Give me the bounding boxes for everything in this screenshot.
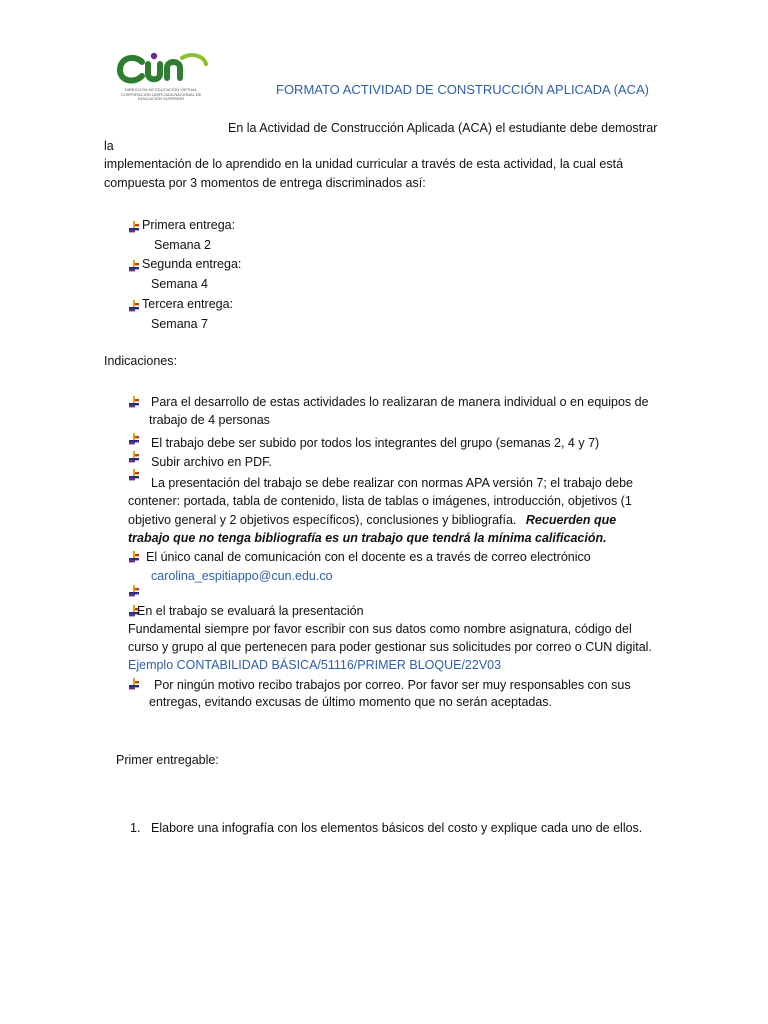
- indication-4-line-4: trabajo que no tenga bibliografía es un trabajo que tendrá la mínima calificación.: [128, 531, 607, 545]
- first-deliverable-heading: Primer entregable:: [116, 753, 219, 767]
- delivery-2-week: Semana 4: [151, 277, 208, 291]
- cun-logo-mark: [112, 50, 210, 88]
- bullet-icon: [128, 469, 140, 481]
- indication-6-example: Ejemplo CONTABILIDAD BÁSICA/51116/PRIMER BLOQUE/22V03: [128, 658, 502, 672]
- indication-6-line-3: curso y grupo al que pertenecen para poder gestionar sus solicitudes por correo o CUN digital.: [128, 640, 652, 654]
- bullet-icon: [128, 396, 140, 408]
- delivery-1-label: Primera entrega:: [142, 218, 236, 232]
- intro-line-3: implementación de lo aprendido en la unidad curricular a través de esta actividad, la cual está: [104, 157, 624, 171]
- bullet-icon: [128, 585, 140, 597]
- intro-line-4: compuesta por 3 momentos de entrega discriminados así:: [104, 176, 426, 190]
- bullet-icon: [128, 451, 140, 463]
- bullet-icon: [128, 300, 140, 312]
- indication-7-line-2: entregas, evitando excusas de último momento que no serán aceptadas.: [149, 695, 553, 709]
- logo-subtitle: DIRECCIÓN DE EDUCACIÓN VIRTUAL CORPORACIÓN UNIFICADA NACIONAL DE EDUCACIÓN SUPERIOR: [120, 87, 202, 102]
- intro-line-1: En la Actividad de Construcción Aplicada (ACA) el estudiante debe demostrar: [228, 121, 658, 135]
- indication-2: El trabajo debe ser subido por todos los integrantes del grupo (semanas 2, 4 y 7): [151, 436, 600, 450]
- indication-6: En el trabajo se evaluará la presentación: [137, 604, 364, 618]
- indication-4-line-3-text: objetivo general y 2 objetivos específicos), conclusiones y bibliografía.: [128, 513, 517, 527]
- teacher-email-link[interactable]: carolina_espitiappo@cun.edu.co: [151, 569, 333, 583]
- bullet-icon: [128, 551, 140, 563]
- indication-6-line-2: Fundamental siempre por favor escribir con sus datos como nombre asignatura, código del: [128, 622, 632, 636]
- delivery-1-week: Semana 2: [154, 238, 211, 252]
- indication-4-line-2: contener: portada, tabla de contenido, lista de tablas o imágenes, introducción, objetivos (1: [128, 494, 632, 508]
- indications-heading: Indicaciones:: [104, 354, 177, 368]
- document-title: FORMATO ACTIVIDAD DE CONSTRUCCIÓN APLICADA (ACA): [276, 82, 649, 97]
- intro-line-2: la: [104, 139, 114, 153]
- task-text: Elabore una infografía con los elementos básicos del costo y explique cada uno de ellos.: [151, 821, 643, 835]
- bullet-icon: [128, 260, 140, 272]
- indication-4-line-1: La presentación del trabajo se debe realizar con normas APA versión 7; el trabajo debe: [151, 476, 634, 490]
- bullet-icon: [128, 433, 140, 445]
- indication-4-emphasis: Recuerden que: [525, 513, 617, 527]
- delivery-3-week: Semana 7: [151, 317, 208, 331]
- indication-1-line-2: trabajo de 4 personas: [149, 413, 270, 427]
- indication-3: Subir archivo en PDF.: [151, 455, 272, 469]
- indication-1-line-1: Para el desarrollo de estas actividades lo realizaran de manera individual o en equipos de: [151, 395, 649, 409]
- task-number: 1.: [130, 821, 141, 835]
- indication-5-line-1: El único canal de comunicación con el docente es a través de correo electrónico: [146, 550, 591, 564]
- cun-logo: [112, 50, 210, 110]
- delivery-3-label: Tercera entrega:: [142, 297, 234, 311]
- delivery-2-label: Segunda entrega:: [142, 257, 242, 271]
- indication-7-line-1: Por ningún motivo recibo trabajos por correo. Por favor ser muy responsables con sus: [154, 678, 631, 692]
- bullet-icon: [128, 221, 140, 233]
- indication-4-line-3: [128, 513, 616, 527]
- bullet-icon: [128, 678, 140, 690]
